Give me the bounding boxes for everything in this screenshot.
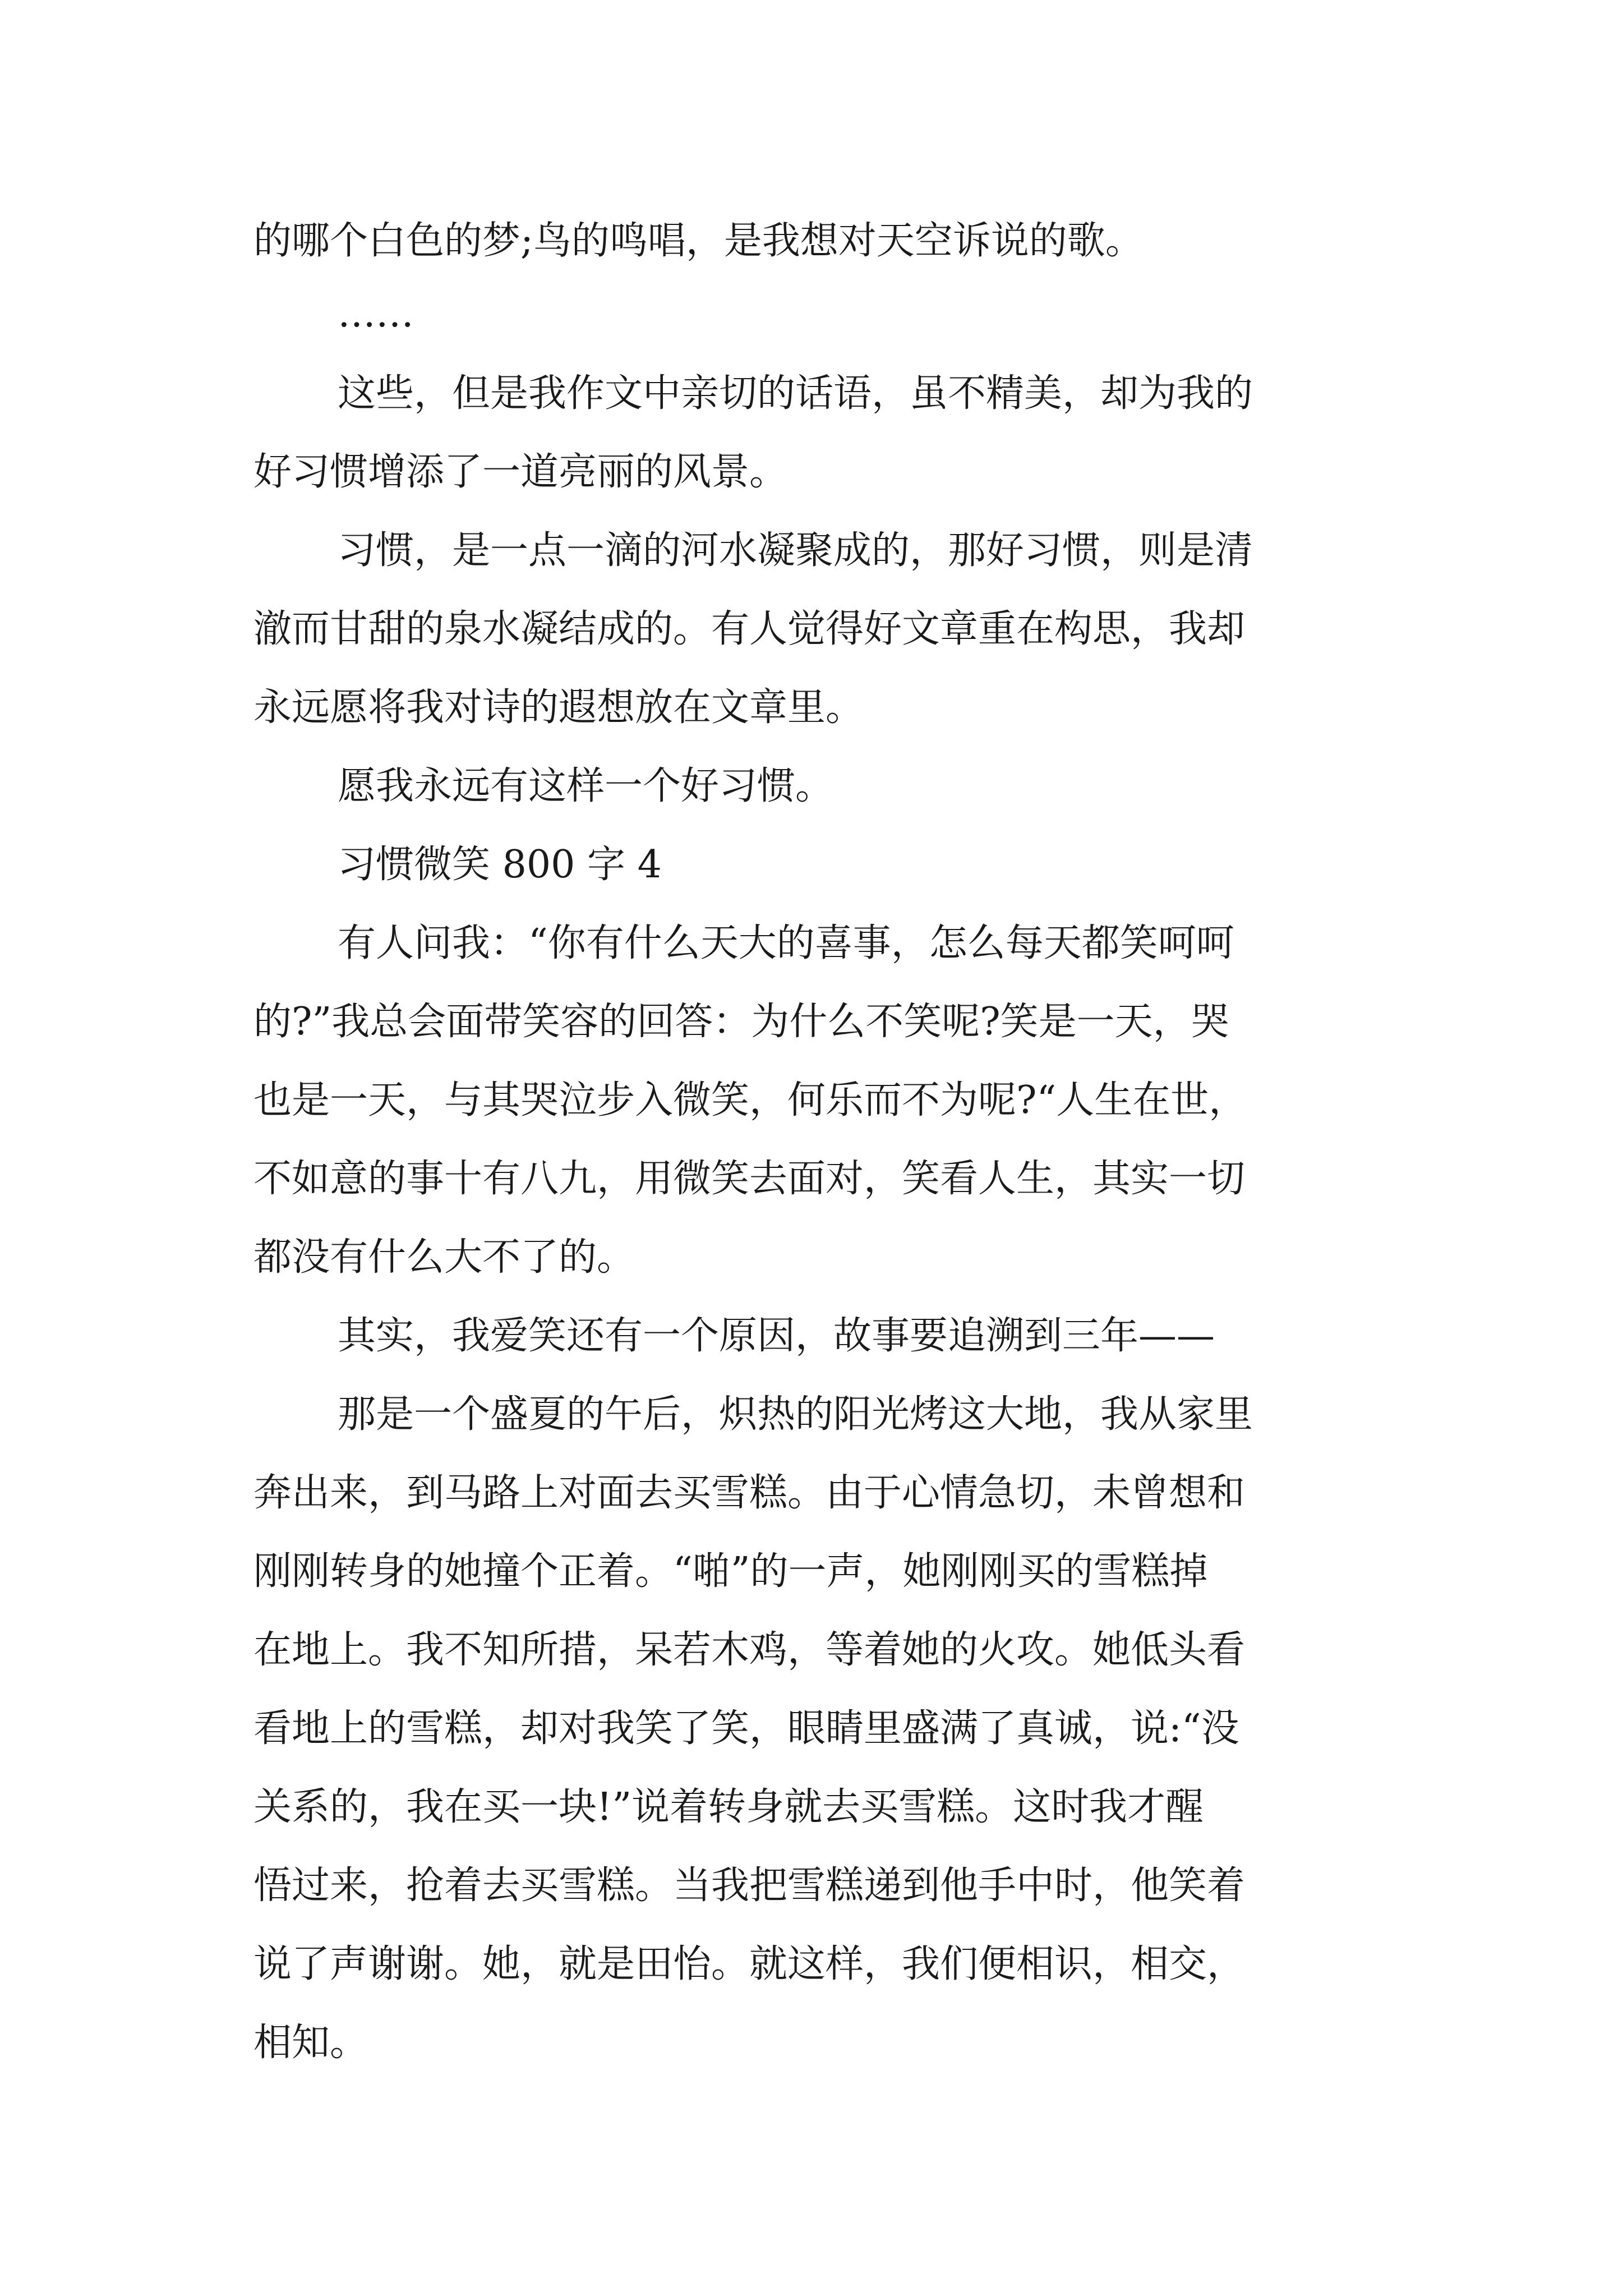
text-line: 在地上。我不知所措，呆若木鸡，等着她的火攻。她低头看 (253, 1628, 1246, 1672)
paragraph-start: 习惯，是一点一滴的河水凝聚成的，那好习惯，则是清 (338, 528, 1253, 573)
text-line: 好习惯增添了一道亮丽的风景。 (253, 450, 788, 494)
paragraph-start: 有人问我：“你有什么天大的喜事，怎么每天都笑呵呵 (338, 921, 1234, 965)
paragraph-start: 其实，我爱笑还有一个原因，故事要追溯到三年—— (338, 1314, 1215, 1358)
text-line: 奔出来，到马路上对面去买雪糕。由于心情急切，未曾想和 (253, 1471, 1246, 1515)
text-line: 说了声谢谢。她，就是田怡。就这样，我们便相识，相交， (253, 1942, 1246, 1986)
text-line: 的哪个白色的梦;鸟的鸣唱，是我想对天空诉说的歌。 (253, 219, 1144, 263)
paragraph-start: 那是一个盛夏的午后，炽热的阳光烤这大地，我从家里 (338, 1392, 1253, 1437)
paragraph-start: 愿我永远有这样一个好习惯。 (338, 764, 834, 808)
text-line: 不如意的事十有八九，用微笑去面对，笑看人生，其实一切 (253, 1157, 1246, 1201)
text-line: 刚刚转身的她撞个正着。“啪”的一声，她刚刚买的雪糕掉 (253, 1549, 1208, 1594)
text-line: 都没有什么大不了的。 (253, 1235, 635, 1280)
text-line: 相知。 (253, 2021, 368, 2065)
text-line: 悟过来，抢着去买雪糕。当我把雪糕递到他手中时，他笑着 (253, 1864, 1246, 1908)
text-line: 永远愿将我对诗的遐想放在文章里。 (253, 685, 864, 730)
text-line: 关系的，我在买一块!”说着转身就去买雪糕。这时我才醒 (253, 1785, 1204, 1829)
section-heading: 习惯微笑 800 字 4 (338, 843, 662, 887)
text-line: 的?”我总会面带笑容的回答：为什么不笑呢?笑是一天，哭 (253, 1000, 1229, 1044)
text-line: 也是一天，与其哭泣步入微笑，何乐而不为呢?“人生在世， (253, 1078, 1247, 1122)
text-line: 看地上的雪糕，却对我笑了笑，眼睛里盛满了真诚，说:“没 (253, 1706, 1239, 1751)
paragraph-start: 这些，但是我作文中亲切的话语，虽不精美，却为我的 (338, 371, 1253, 416)
text-line: 澈而甘甜的泉水凝结成的。有人觉得好文章重在构思，我却 (253, 607, 1246, 651)
ellipsis-line: …… (338, 292, 414, 336)
